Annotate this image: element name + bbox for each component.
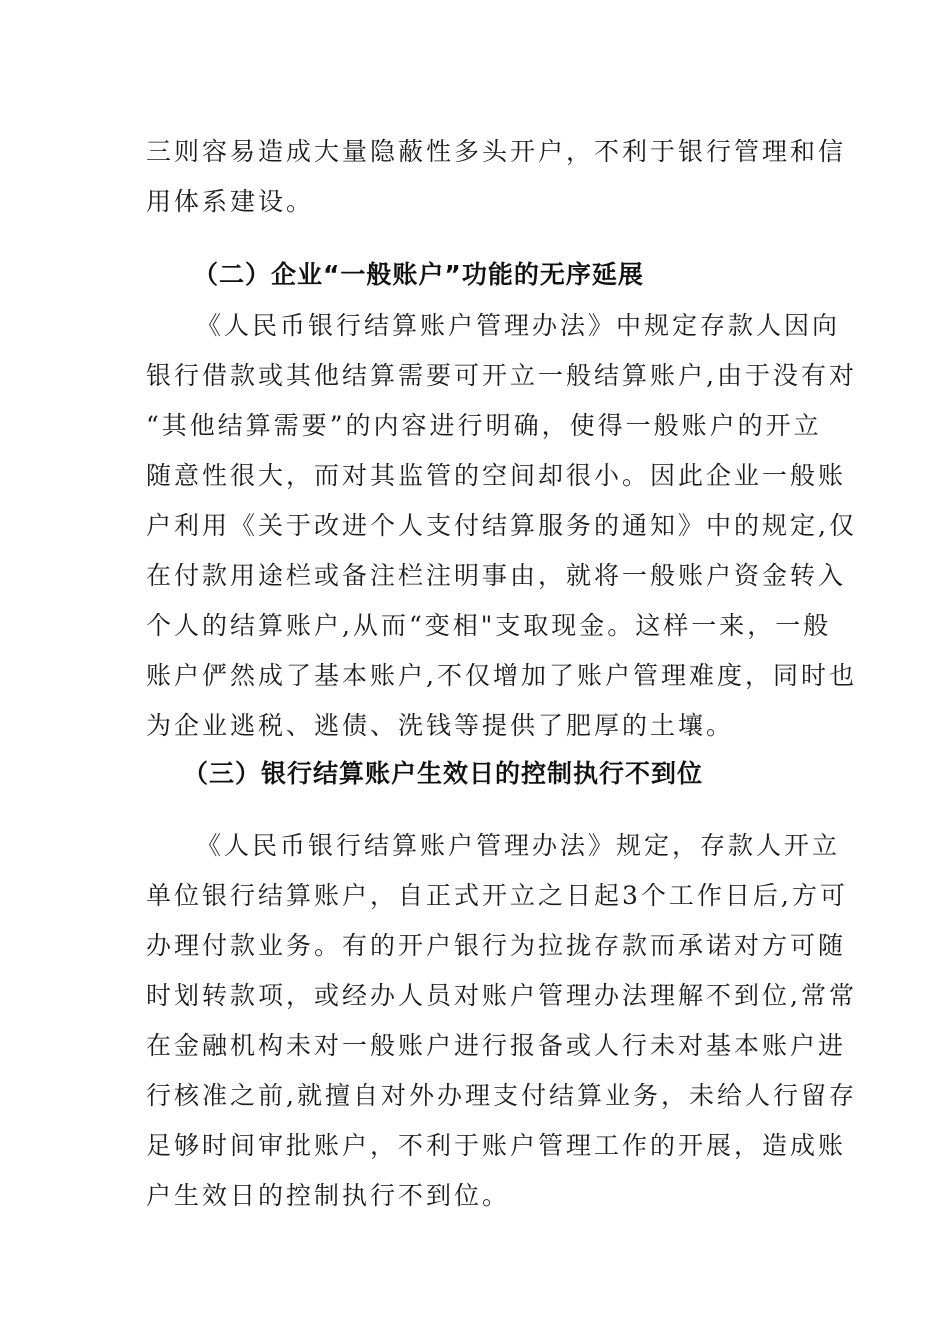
paragraph-3-line-2: 单位银行结算账户，自正式开立之日起3个工作日后,方可 (146, 881, 848, 910)
paragraph-2-line-5: 户利用《关于改进个人支付结算服务的通知》中的规定,仅 (146, 511, 857, 540)
paragraph-3-line-8: 户生效日的控制执行不到位。 (146, 1181, 511, 1210)
paragraph-2-line-7: 个人的结算账户,从而“变相"支取现金。这样一来，一般 (146, 611, 832, 640)
paragraph-1-line-2: 用体系建设。 (146, 187, 315, 216)
paragraph-2-line-2: 银行借款或其他结算需要可开立一般结算账户,由于没有对 (146, 361, 857, 390)
paragraph-3-line-7: 足够时间审批账户，不利于账户管理工作的开展，造成账 (146, 1131, 847, 1160)
paragraph-3-line-5: 在金融机构未对一般账户进行报备或人行未对基本账户进 (146, 1031, 847, 1060)
section-heading-2: （二）企业“一般账户”功能的无序延展 (193, 260, 644, 289)
paragraph-3-line-6: 行核准之前,就擅自对外办理支付结算业务，未给人行留存 (146, 1081, 857, 1110)
paragraph-2-line-9: 为企业逃税、逃债、洗钱等提供了肥厚的土壤。 (146, 711, 735, 740)
paragraph-2-line-3: “其他结算需要”的内容进行明确，使得一般账户的开立 (146, 411, 822, 440)
paragraph-1-line-1: 三则容易造成大量隐蔽性多头开户，不利于银行管理和信 (146, 137, 847, 166)
paragraph-3-line-3: 办理付款业务。有的开户银行为拉拢存款而承诺对方可随 (146, 931, 847, 960)
paragraph-2-line-4: 随意性很大，而对其监管的空间却很小。因此企业一般账 (146, 461, 847, 490)
paragraph-3-line-4: 时划转款项，或经办人员对账户管理办法理解不到位,常常 (146, 981, 857, 1010)
section-heading-3: （三）银行结算账户生效日的控制执行不到位 (183, 759, 704, 788)
paragraph-3-line-1: 《人民币银行结算账户管理办法》规定，存款人开立 (196, 831, 841, 860)
paragraph-2-line-1: 《人民币银行结算账户管理办法》中规定存款人因向 (196, 311, 841, 340)
paragraph-2-line-6: 在付款用途栏或备注栏注明事由，就将一般账户资金转入 (146, 561, 847, 590)
paragraph-2-line-8: 账户俨然成了基本账户,不仅增加了账户管理难度，同时也 (146, 661, 857, 690)
